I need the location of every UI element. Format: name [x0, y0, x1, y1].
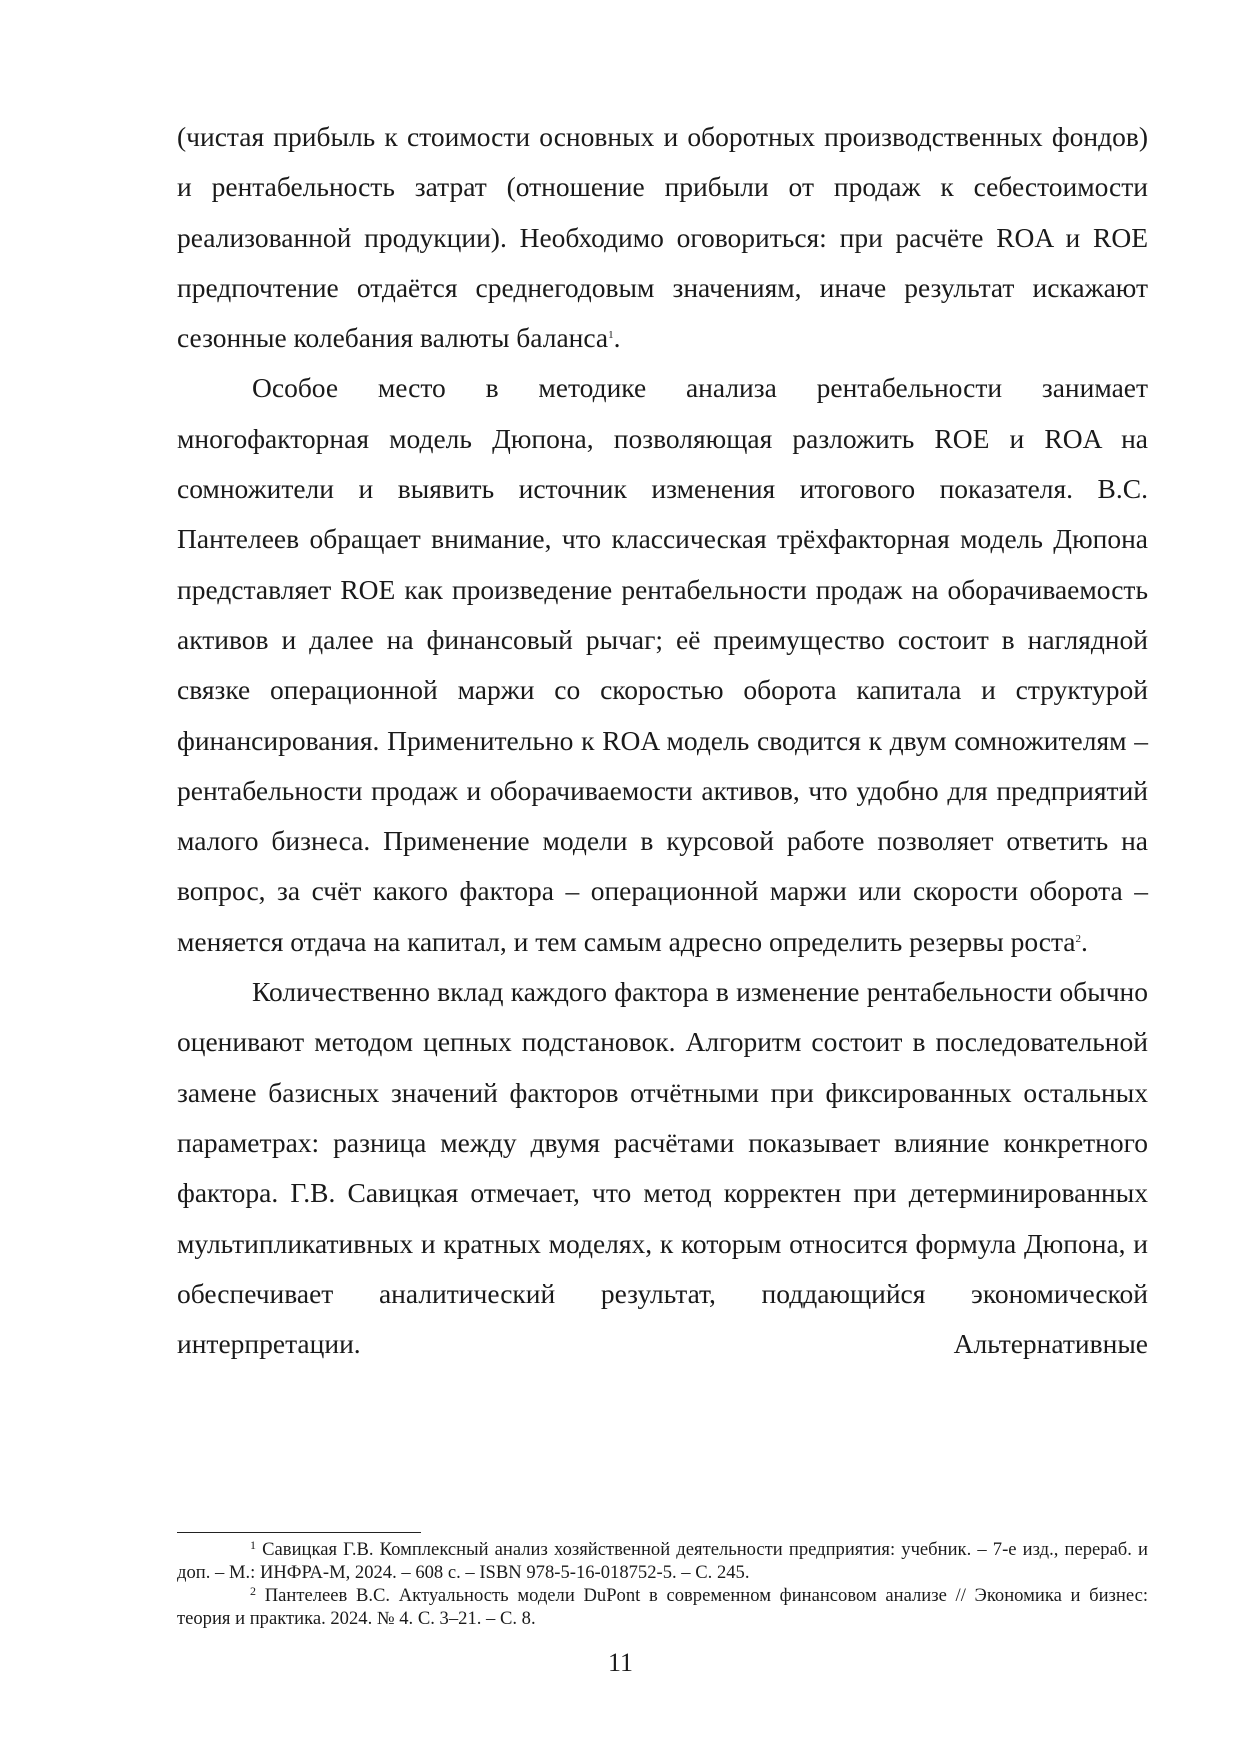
footnote-ref-1[interactable]: 1 [608, 329, 614, 342]
paragraph-1 [177, 112, 1148, 363]
paragraph-2-end: . [1081, 925, 1088, 957]
footnote-separator [177, 1532, 421, 1533]
paragraph-3-text: Количественно вклад каждого фактора в изменение рентабельности обычно оценивают методом цепных подстановок. Алгоритм состоит в последовательной замене базисных значений факторов отчётными при фиксированных остальных параметрах: разница между двумя расчётами показывает влияние конкретного фактора. Г.В. Савицкая отмечает, что метод корректен при детерминированных мультипликативных и кратных моделях, к которым относится формула Дюпона, и обеспечивает аналитический результат, поддающийся экономической интерпретации. Альтернативные [177, 976, 1148, 1360]
paragraph-1-end: . [613, 322, 621, 354]
paragraph-3 [177, 967, 1148, 1369]
body-text [177, 112, 1148, 1369]
footnote-1-text: Савицкая Г.В. Комплексный анализ хозяйственной деятельности предприятия: учебник. – 7-е изд., перераб. и доп. – М.: ИНФРА-М, 2024. – 608 с. – ISBN 978-5-16-018752-5. – С. 245. [177, 1539, 1148, 1583]
footnote-ref-2[interactable]: 2 [1075, 932, 1082, 945]
paragraph-2 [177, 363, 1148, 967]
footnote-2 [177, 1584, 1148, 1630]
footnote-1 [177, 1538, 1148, 1584]
footnote-1-number: 1 [250, 1538, 256, 1552]
footnote-2-text: Пантелеев В.С. Актуальность модели DuPont в современном финансовом анализе // Экономика и бизнес: теория и практика. 2024. № 4. С. 3–21. – С. 8. [177, 1585, 1148, 1629]
footnote-2-number: 2 [250, 1584, 256, 1598]
paragraph-2-text: Особое место в методике анализа рентабельности занимает многофакторная модель Дюпона, позволяющая разложить ROE и ROA на сомножители и выявить источник изменения итогового показателя. В.С. Пантелеев обращает внимание, что классическая трёхфакторная модель Дюпона представляет ROE как произведение рентабельности продаж на оборачиваемость активов и далее на финансовый рычаг; её преимущество состоит в наглядной связке операционной маржи со скоростью оборота капитала и структурой финансирования. Применительно к ROA модель сводится к двум сомножителям – рентабельности продаж и оборачиваемости активов, что удобно для предприятий малого бизнеса. Применение модели в курсовой работе позволяет ответить на вопрос, за счёт какого фактора – операционной маржи или скорости оборота – меняется отдача на капитал, и тем самым адресно определить резервы роста [177, 372, 1148, 957]
footnotes [177, 1538, 1148, 1630]
paragraph-1-text: (чистая прибыль к стоимости основных и оборотных производственных фондов) и рентабельность затрат (отношение прибыли от продаж к себестоимости реализованной продукции). Необходимо оговориться: при расчёте ROA и ROE предпочтение отдаётся среднегодовым значениям, иначе результат искажают сезонные колебания валюты баланса [177, 121, 1148, 354]
page-number: 11 [607, 1648, 634, 1677]
